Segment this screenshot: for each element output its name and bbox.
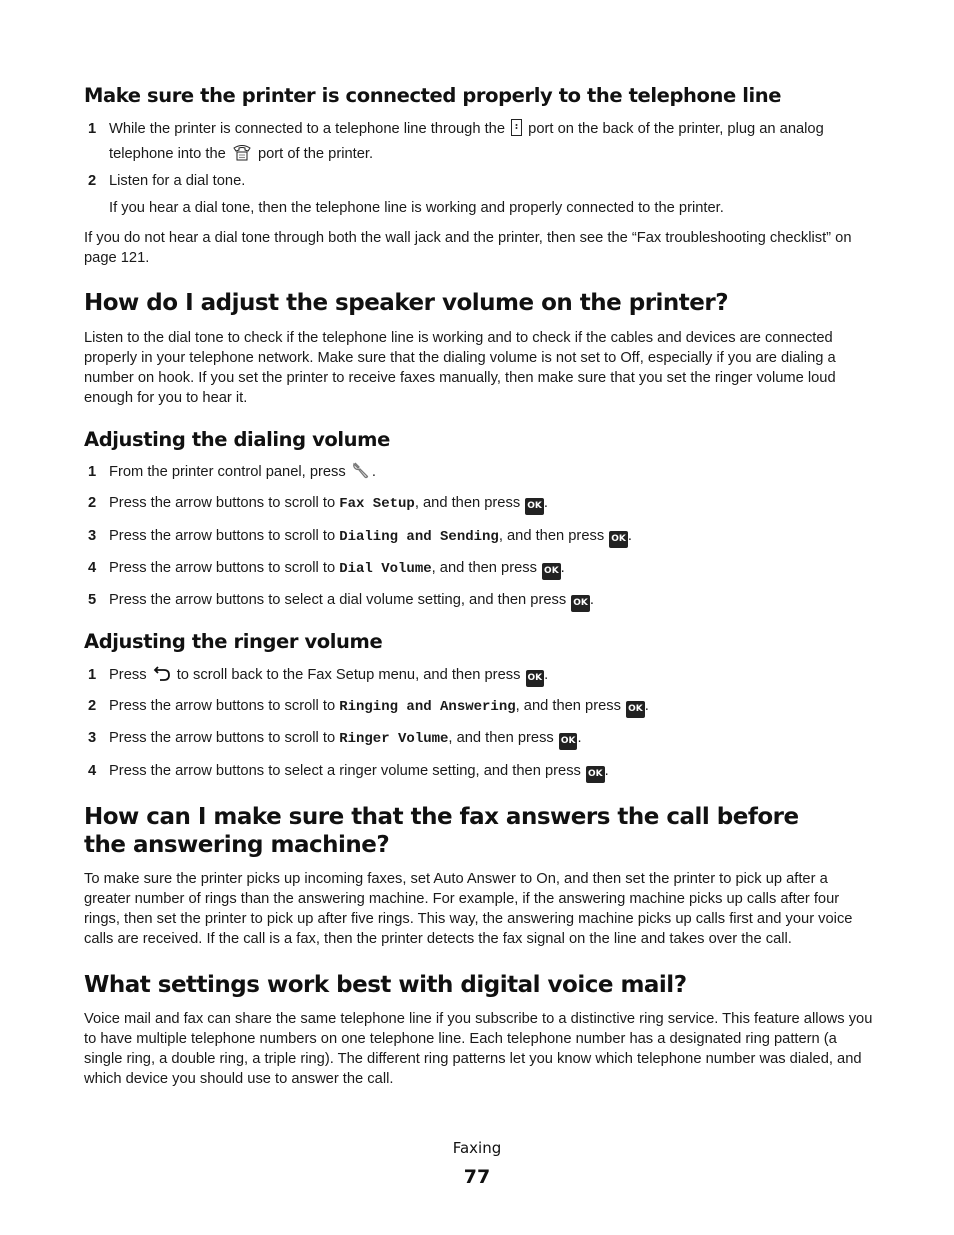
step-text	[109, 589, 874, 612]
menu-item-code: Dial Volume	[339, 561, 432, 577]
step-text	[109, 727, 874, 750]
step-text-part: .	[589, 592, 594, 608]
section-heading-fax-answers: How can I make sure that the fax answers the call before the answering machine?	[84, 804, 799, 858]
step-text-part: , and then press	[431, 560, 542, 576]
section-heading-connection: Make sure the printer is connected properly to the telephone line	[84, 84, 782, 107]
step-number: 1	[88, 667, 97, 683]
telephone-port-icon	[232, 143, 252, 168]
menu-item-code: Fax Setup	[339, 496, 415, 512]
section-heading-speaker-volume: How do I adjust the speaker volume on the printer?	[84, 290, 729, 316]
step-number: 2	[88, 495, 97, 511]
menu-item-code: Ringing and Answering	[339, 699, 516, 715]
step-text-part: port of the printer.	[253, 146, 374, 162]
section-heading-ringer-volume: Adjusting the ringer volume	[84, 630, 383, 653]
wall-line-port-icon	[511, 119, 522, 143]
step-text-part: While the printer is connected to a telephone line through the	[109, 121, 510, 137]
step-text	[109, 461, 874, 486]
step-text-part: to scroll back to the Fax Setup menu, and then press	[172, 667, 525, 683]
step-text-part: port on the back of the printer, plug an analog	[524, 121, 824, 137]
step-text	[109, 492, 874, 515]
step-text	[109, 664, 874, 689]
step-text-part: Press the arrow buttons to scroll to	[109, 528, 340, 544]
step-text-part: .	[577, 730, 582, 746]
step-number: 3	[88, 528, 97, 544]
step-text-part: .	[371, 464, 376, 480]
page-number: 77	[463, 1166, 491, 1188]
step-number: 1	[88, 464, 97, 480]
ok-button-icon: OK	[609, 531, 628, 548]
section-heading-voice-mail: What settings work best with digital voice mail?	[84, 972, 687, 998]
step-text-part: .	[543, 495, 548, 511]
step-number: 2	[88, 698, 97, 714]
step-number: 4	[88, 560, 97, 576]
step-text-part: Press the arrow buttons to scroll to	[109, 730, 340, 746]
footer-section-label: Faxing	[452, 1139, 502, 1157]
step-text-part: , and then press	[515, 698, 626, 714]
step-text-part: telephone into the	[109, 146, 230, 162]
step-text-part: .	[604, 763, 609, 779]
menu-item-code: Dialing and Sending	[339, 529, 499, 545]
step-text-part: , and then press	[448, 730, 558, 746]
step-text	[109, 760, 874, 783]
step-text-part: Press the arrow buttons to scroll to	[109, 560, 340, 576]
ok-button-icon: OK	[525, 498, 544, 515]
section-heading-dialing-volume: Adjusting the dialing volume	[84, 428, 390, 451]
step-text-part: Press the arrow buttons to scroll to	[109, 495, 340, 511]
wrench-icon	[352, 461, 370, 486]
body-paragraph: Listen to the dial tone to check if the telephone line is working and to check if the cables and devices are connected properly in your telephone network. Make sure that the dialing volume is not set to Off, especially if you are dialing a number on hook. If you set the printer to receive faxes manually, then make sure that you set the ringer volume loud enough for you to hear it.	[84, 330, 836, 406]
body-paragraph: If you do not hear a dial tone through both the wall jack and the printer, then see the “Fax troubleshooting checklist” on page 121.	[84, 230, 852, 266]
ok-button-icon: OK	[542, 563, 561, 580]
step-number: 4	[88, 763, 97, 779]
ok-button-icon: OK	[586, 766, 605, 783]
step-number: 5	[88, 592, 97, 608]
step-number: 2	[88, 173, 97, 189]
step-number: 3	[88, 730, 97, 746]
step-text-part: .	[627, 528, 632, 544]
step-note: If you hear a dial tone, then the telephone line is working and properly connected to the printer.	[109, 200, 724, 216]
step-text-part: Press	[109, 667, 151, 683]
ok-button-icon: OK	[559, 733, 578, 750]
step-text	[109, 695, 874, 718]
step-text	[109, 525, 874, 548]
step-text	[109, 118, 874, 168]
menu-item-code: Ringer Volume	[339, 731, 449, 747]
back-arrow-icon	[153, 664, 171, 689]
step-text-part: .	[644, 698, 649, 714]
ok-button-icon: OK	[526, 670, 545, 687]
step-text-part: From the printer control panel, press	[109, 464, 350, 480]
step-number: 1	[88, 121, 97, 137]
ok-button-icon: OK	[571, 595, 590, 612]
body-paragraph: Voice mail and fax can share the same telephone line if you subscribe to a distinctive ring service. This feature allows you to have multiple telephone numbers on one telephone line. Each telephone number has a designated ring pattern (a single ring, a double ring, a triple ring). The different ring patterns let you know which telephone number was dialed, and which device you should use to answer the call.	[84, 1011, 873, 1087]
step-text: Listen for a dial tone.	[109, 173, 246, 189]
ok-button-icon: OK	[626, 701, 645, 718]
step-text-part: Press the arrow buttons to select a dial volume setting, and then press	[109, 592, 571, 608]
step-text-part: .	[544, 667, 549, 683]
step-text-part: Press the arrow buttons to select a ringer volume setting, and then press	[109, 763, 585, 779]
step-text	[109, 557, 874, 580]
body-paragraph: To make sure the printer picks up incoming faxes, set Auto Answer to On, and then set the printer to pick up after a greater number of rings than the answering machine. For example, if the answering machine picks up calls after four rings, then set the printer to pick up after five rings. This way, the answering machine picks up calls first and your voice calls are received. If the call is a fax, then the printer detects the fax signal on the line and takes over the call.	[84, 871, 853, 947]
step-text-part: Press the arrow buttons to scroll to	[109, 698, 340, 714]
step-text-part: .	[560, 560, 565, 576]
step-text-part: , and then press	[498, 528, 609, 544]
step-text-part: , and then press	[414, 495, 525, 511]
